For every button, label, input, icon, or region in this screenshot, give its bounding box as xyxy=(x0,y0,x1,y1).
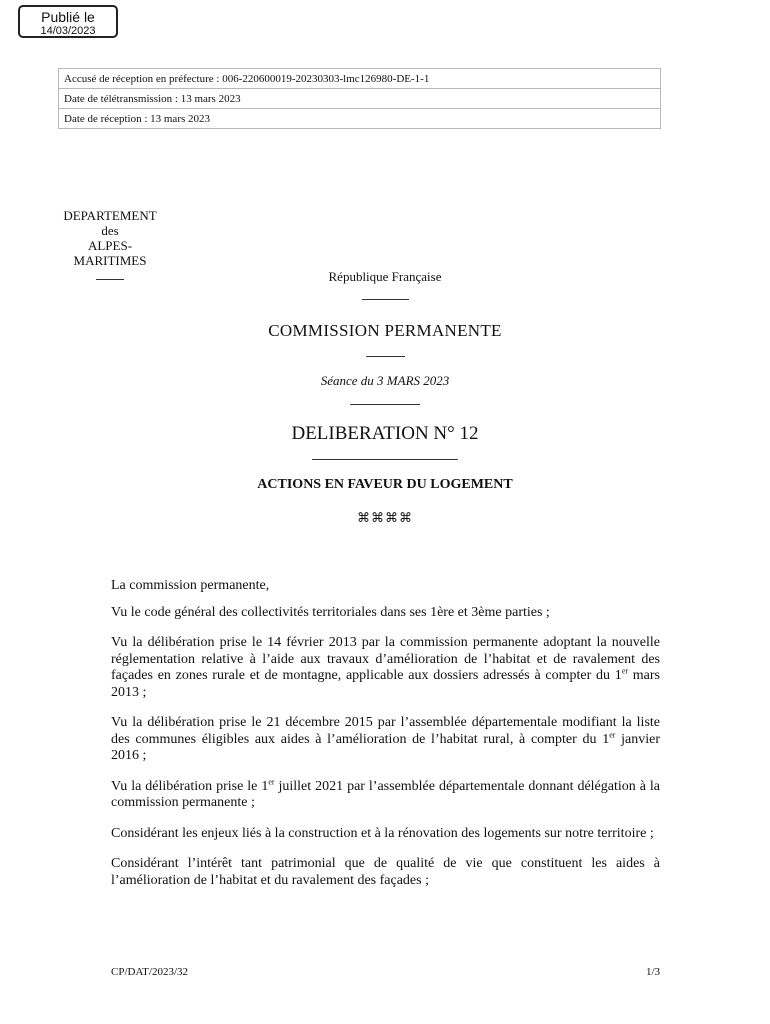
page-footer xyxy=(111,966,660,978)
publication-stamp xyxy=(18,5,118,38)
stamp-title: Publié le xyxy=(41,9,95,25)
ornament-symbols: ⌘⌘⌘⌘ xyxy=(357,510,413,525)
reception-ack: Accusé de réception en préfecture : 006-220600019-20230303-lmc126980-DE-1-1 xyxy=(59,69,661,89)
department-block xyxy=(55,208,165,274)
department-line3: ALPES-MARITIMES xyxy=(73,238,147,268)
reception-date: Date de réception : 13 mars 2023 xyxy=(59,109,661,129)
session-date: Séance du 3 MARS 2023 xyxy=(320,373,450,388)
reception-info-table xyxy=(58,68,661,129)
table-row xyxy=(59,89,661,109)
department-line1: DEPARTEMENT xyxy=(63,208,157,223)
paragraph-considering-heritage: Considérant l’intérêt tant patrimonial que de qualité de vie que constituent les aides à l’amélioration de l’habitat et du ravalement des façades ; xyxy=(111,856,660,888)
table-row xyxy=(59,69,661,89)
transmission-date: Date de télétransmission : 13 mars 2023 xyxy=(59,89,661,109)
paragraph-considering-housing: Considérant les enjeux liés à la construction et à la rénovation des logements sur notre territoire ; xyxy=(111,825,654,841)
table-row xyxy=(59,109,661,129)
divider xyxy=(350,404,420,405)
paragraph-code: Vu le code général des collectivités territoriales dans ses 1ère et 3ème parties ; xyxy=(111,604,550,620)
republic-label: République Française xyxy=(328,269,442,284)
footer-reference: CP/DAT/2023/32 xyxy=(111,966,189,978)
deliberation-number: DELIBERATION N° 12 xyxy=(291,423,479,444)
subject-title: ACTIONS EN FAVEUR DU LOGEMENT xyxy=(257,477,513,492)
paragraph-delib-2013: Vu la délibération prise le 14 février 2013 par la commission permanente adoptant la nouvelle réglementation relative à l’aide aux travaux d’amélioration de l’habitat et de ravalement des façades en zones rurale et de montagne, applicable aux dossiers adressés à compter du 1er mars 2013 ; xyxy=(111,635,660,700)
divider xyxy=(366,356,405,357)
divider xyxy=(362,299,409,300)
paragraph-intro: La commission permanente, xyxy=(111,578,270,593)
commission-title: COMMISSION PERMANENTE xyxy=(268,321,502,340)
page-number: 1/3 xyxy=(645,966,660,978)
divider xyxy=(312,459,458,460)
stamp-date: 14/03/2023 xyxy=(40,25,96,37)
document-body xyxy=(111,578,660,903)
paragraph-delib-2015: Vu la délibération prise le 21 décembre 2015 par l’assemblée départementale modifiant la liste des communes éligibles aux aides à l’amélioration de l’habitat rural, à compter du 1er janvier 2016 ; xyxy=(111,715,661,763)
paragraph-delib-2021: Vu la délibération prise le 1er juillet 2021 par l’assemblée départementale donnant délégation à la commission permanente ; xyxy=(111,776,660,810)
department-line2: des xyxy=(101,223,119,238)
